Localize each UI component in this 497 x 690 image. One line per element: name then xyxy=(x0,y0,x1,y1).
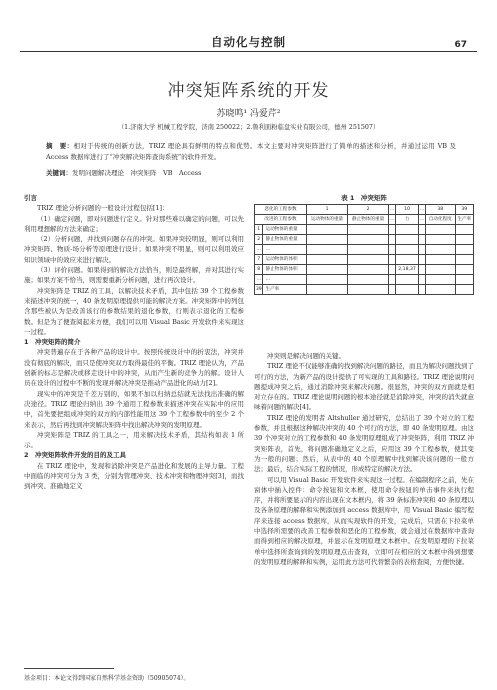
table-header-cell: 静止物体的重量 xyxy=(348,215,389,225)
table-cell xyxy=(389,245,396,255)
section-heading: 1 冲突矩阵的简介 xyxy=(24,338,81,347)
table-header-cell: … xyxy=(389,205,396,215)
table-cell: 2,18,37 xyxy=(396,265,419,275)
table-cell xyxy=(455,235,473,245)
table-cell: 静止物体的体积 xyxy=(263,265,307,275)
table-cell xyxy=(348,255,389,265)
paragraph: 冲突普遍存在于各种产品的设计中。按照传统设计中的折衷法，冲突并没有彻底的解决，而只是使冲突双方取得最佳的平衡。TRIZ 理论认为，产品创新的标志是解决或移走设计中的冲突，从而产生新的竞争力的解。设计人员在设计的过程中不断的发现并解决冲突是推动产品进化的动力[2]。 xyxy=(24,348,244,388)
section-heading: 2 冲突矩阵软件开发的目的及工具 xyxy=(24,451,127,460)
table-cell xyxy=(396,245,419,255)
table-row xyxy=(255,265,474,275)
table-cell xyxy=(348,285,389,295)
table-cell xyxy=(455,265,473,275)
table-cell xyxy=(455,255,473,265)
table-header-cell: 2 xyxy=(348,205,389,215)
table-cell: 39 xyxy=(255,285,263,295)
journal-header xyxy=(0,0,497,52)
keywords-text: 发明问题解决理论 冲突矩阵 VB Access xyxy=(72,169,202,177)
table-cell xyxy=(348,265,389,275)
table-cell xyxy=(389,255,396,265)
table-cell xyxy=(425,285,455,295)
table-cell xyxy=(348,275,389,285)
table-header-cell: 39 xyxy=(455,205,473,215)
table-cell xyxy=(307,285,348,295)
paragraph: 冲突矩阵是 TRIZ 的工具之一，用来解决技术矛盾，其结构如表 1 所示。 xyxy=(24,430,244,450)
right-column xyxy=(254,351,474,567)
table-row xyxy=(255,275,474,285)
paragraph: 冲突矩阵是 TRIZ 的工具，以解决技术矛盾，其中包括 39 个工程参数来描述冲突的统一，40 条发明原理提供可能的解决方案。冲突矩阵中的列包含那些被认为是改善该行的参数结果的退化参数，行则表示退化的工程参数。但是为了便查阅起来方便，我们可以用 Visual Basic 开发软件来实现这一过程。 xyxy=(24,286,244,336)
page-number: 67 xyxy=(454,40,467,50)
table-cell xyxy=(396,285,419,295)
table-row xyxy=(255,225,474,235)
table-cell xyxy=(425,235,455,245)
table-row xyxy=(255,245,474,255)
table-cell: 2 xyxy=(255,235,263,245)
table-cell xyxy=(455,245,473,255)
table-cell xyxy=(307,255,348,265)
table-header-cell: … xyxy=(389,215,396,225)
left-column xyxy=(24,193,244,492)
table-cell xyxy=(307,245,348,255)
abstract-text: 相对于传统的创新方法，TRIZ 理论具有鲜明的特点和优势。本文主要对冲突矩阵进行了简单的描述和分析，并通过运用 VB 及 Access 数据库进行了“冲突解决矩阵查询系统”的软件开发。 xyxy=(46,142,457,161)
table-cell: 1 xyxy=(255,225,263,235)
table-cell xyxy=(455,275,473,285)
conflict-matrix-table xyxy=(254,204,474,295)
table-cell xyxy=(425,255,455,265)
table-header-cell: 改进的工程参数 xyxy=(255,215,307,225)
abstract-label: 摘 要： xyxy=(46,142,74,150)
table-cell: 静止物体的重量 xyxy=(263,235,307,245)
abstract xyxy=(46,141,456,162)
table-cell: … xyxy=(263,245,307,255)
table-cell xyxy=(425,245,455,255)
table-cell: … xyxy=(255,245,263,255)
table-cell xyxy=(307,275,348,285)
table-cell xyxy=(389,265,396,275)
table-header-cell: 1 xyxy=(307,205,348,215)
table-cell: 生产率 xyxy=(263,285,307,295)
keywords xyxy=(46,168,456,177)
table-cell xyxy=(419,275,426,285)
table-caption: 表 1 冲突矩阵 xyxy=(341,194,387,202)
footnote-rule xyxy=(24,668,114,669)
table-cell: 运动物体的重量 xyxy=(263,225,307,235)
table-cell xyxy=(425,265,455,275)
table-cell: … xyxy=(255,275,263,285)
table-cell xyxy=(307,225,348,235)
keywords-label: 关键词： xyxy=(46,169,72,177)
table-cell: 8 xyxy=(255,265,263,275)
table-row xyxy=(255,255,474,265)
table-cell xyxy=(455,285,473,295)
header-rule xyxy=(20,51,477,52)
table-row xyxy=(255,285,474,295)
paper-affiliation: （1.济南大学 机械工程学院，济南 250022；2.鲁利面粉临盘实业有限公司，德州 251507） xyxy=(117,124,380,131)
table-header-cell: 38 xyxy=(425,205,455,215)
paper-authors: 苏晓鸣¹ 冯爱芹² xyxy=(216,109,281,119)
paper-title: 冲突矩阵系统的开发 xyxy=(167,81,330,101)
table-header-row xyxy=(255,205,474,215)
table-header-cell: 自动化程度 xyxy=(425,215,455,225)
table-cell xyxy=(348,235,389,245)
paragraph: 现实中的冲突是千差万别的，如果不加以归纳总结就无法找出准确的解决途径。TRIZ 理论归纳出 39 个通用工程参数来描述冲突在实际中的应用中，首先要把组成冲突的双方的内部性能用这 39 个工程参数中的至少 2 个来表示，然后再找到冲突解决矩阵中找出解决冲突的发明原理。 xyxy=(24,389,244,429)
paragraph: 在 TRIZ 理论中，发现和消除冲突是产品进化和发展的主导力量。工程中面临的冲突可分为 3 类，分别为管理冲突、技术冲突和物理冲突[3]，而找到冲突、准确地定义 xyxy=(24,461,244,491)
table-header-cell: 生产率 xyxy=(455,215,473,225)
table-cell xyxy=(419,225,426,235)
table-cell xyxy=(389,235,396,245)
paragraph: 冲突则是解决问题的关键。 xyxy=(267,352,345,360)
table-cell xyxy=(419,265,426,275)
table-cell xyxy=(419,235,426,245)
table-cell xyxy=(389,225,396,235)
paragraph: （1）确定问题，即对问题进行定义。针对那些难以确定的问题，可以先利用理想解的方法来确定； xyxy=(24,214,244,233)
table-cell xyxy=(348,225,389,235)
table-row xyxy=(255,235,474,245)
table-cell xyxy=(455,225,473,235)
paragraph: TRIZ 理论的发明者 Altshuller 通过研究，总结出了 39 个对立的工程参数，并且根据这种解决冲突的 40 个可行的方法，即 40 条发明原理。由这 39 个冲突对立的工程参数和 40 条发明原理组成了冲突矩阵，利用 TRIZ 冲突矩阵表，首先，将问题准确地定义之后，应用这 39 个工程参数，使其变为一般的问题；然后，从表中的 40 个原理解中找到解决该问题的一般方法；最后，结合实际工程的情况，形成特定的解决方法。 xyxy=(254,413,474,474)
table-header-row xyxy=(255,215,474,225)
table-cell xyxy=(389,275,396,285)
table-cell xyxy=(419,285,426,295)
table-cell xyxy=(396,225,419,235)
table-cell xyxy=(419,245,426,255)
table-header-cell: … xyxy=(419,205,426,215)
paragraph: TRIZ 理论不仅能够准确的找到解决问题的路径，而且为解决问题找到了可行的方法，为新产品的设计提供了可实现的工具和路径。TRIZ 理论说明问题提成冲突之后，通过消除冲突来解决问题。很显然，冲突的双方面就是相对立存在的。TRIZ 理论说明问题的根本途径就是消除冲突，冲突的消失就意味着问题的解决[4]。 xyxy=(254,362,474,412)
table-cell xyxy=(425,225,455,235)
table-cell xyxy=(425,275,455,285)
conflict-matrix-table-block xyxy=(254,193,474,295)
paragraph: （3）评价问题。如果得到的解决方法恰当，则是最终解，并对其进行实施；如果方案不恰当，则需要重新分析问题，进行再次设计。 xyxy=(24,266,244,285)
table-cell xyxy=(389,285,396,295)
table-cell xyxy=(307,235,348,245)
table-cell: … xyxy=(263,275,307,285)
table-header-cell: 10 xyxy=(396,205,419,215)
table-cell xyxy=(307,265,348,275)
table-cell xyxy=(396,275,419,285)
footnote: 基金项目：本论文得到国家自然科学基金资助（50905074）。 xyxy=(24,675,190,682)
table-cell: 运动物体的体积 xyxy=(263,255,307,265)
table-cell: 7 xyxy=(255,255,263,265)
table-header-cell: 力 xyxy=(396,215,419,225)
table-cell xyxy=(419,255,426,265)
table-cell xyxy=(396,235,419,245)
table-header-cell: 恶化的工程参数 xyxy=(255,205,307,215)
paragraph: （2）分析问题，并找到问题存在的冲突。如果冲突较明显，则可以利用冲突矩阵、物质-场分析等原理进行设计；如果冲突不明显，则可以利用效应知识领域中的效应来进行解决。 xyxy=(24,235,244,264)
paragraph: 可以用 Visual Basic 开发软件来实现这一过程。在编制程序之前，先在窗体中插入控件：命令按钮和文本框，使用命令按钮的单击事件来执行程序，并将所要显示的内容出现在文本框内，将 39 条标准冲突和 40 条原理以及各条原理的解释和实例添加到 access 数据库中，用 Visual Basic 编写程序来连接 access 数据库，从而实现软件的开发，完成后，只需在下拉菜单中选择所需要的改善工程参数和恶化的工程参数，就会通过在数据库中查询而得到相应的解决原理，并显示在发明原理文本框中。在发明原理的下拉菜单中选择所查询到的发明原理点击查询，立即可在相应的文本框中得到想要的发明原理的解释和实例，运用此方法可代替繁杂的表格查阅，方便快捷。 xyxy=(254,475,474,566)
section-heading: 引言 xyxy=(24,194,37,202)
journal-title: 自动化与控制 xyxy=(211,35,286,49)
table-cell xyxy=(348,245,389,255)
table-cell xyxy=(396,255,419,265)
table-header-cell: 运动物体的重量 xyxy=(307,215,348,225)
paragraph: TRIZ 理论分析问题的一般设计过程包括[1]： xyxy=(37,204,169,213)
table-header-cell: … xyxy=(419,215,426,225)
